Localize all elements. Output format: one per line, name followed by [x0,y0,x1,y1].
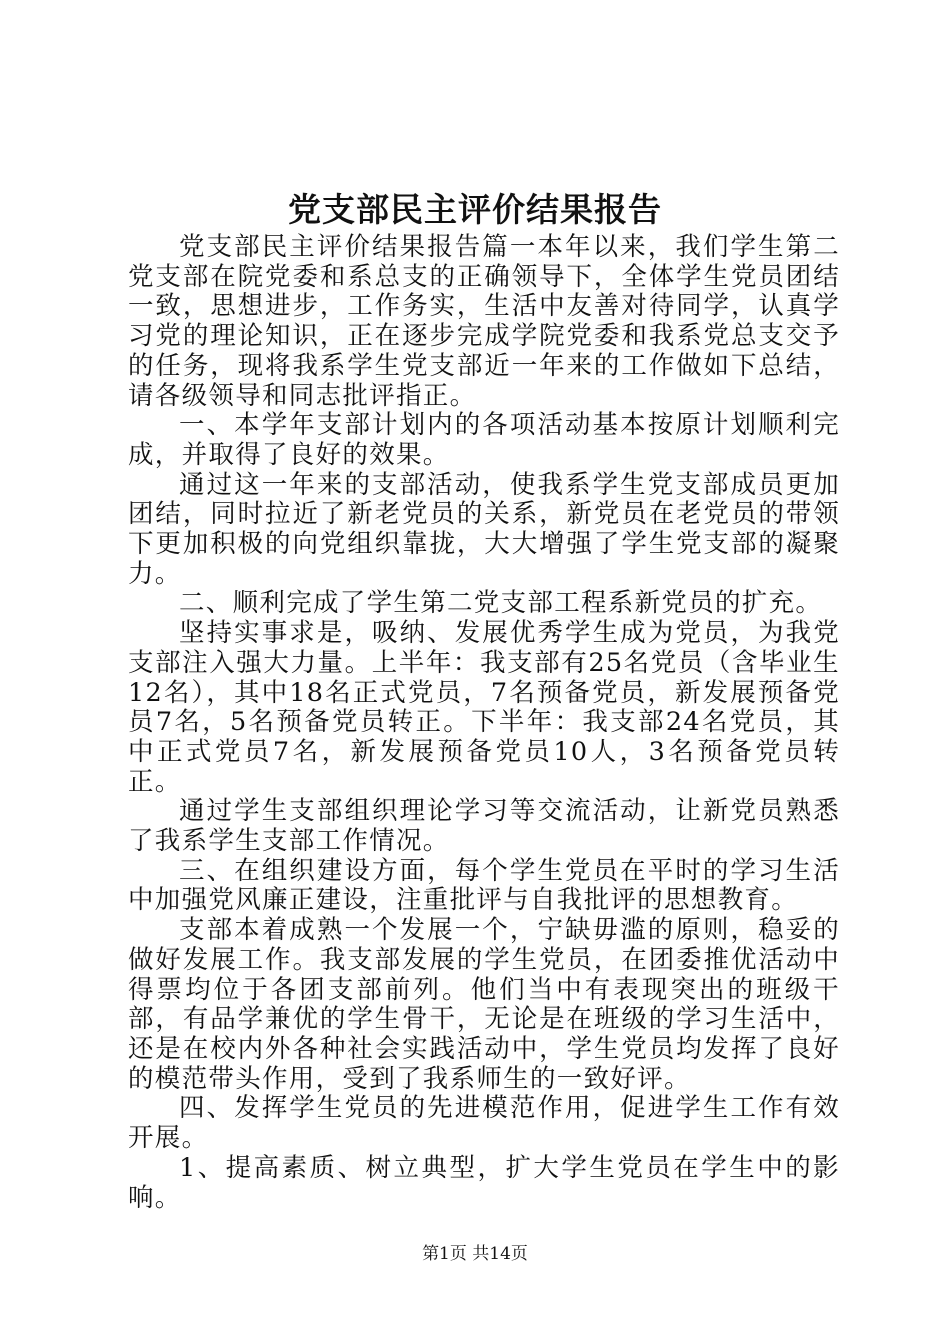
paragraph-section-three-heading: 三、在组织建设方面，每个学生党员在平时的学习生活中加强党风廉正建设，注重批评与自我批评的思想教育。 [128,855,840,916]
paragraph-section-two-body: 坚持实事求是，吸纳、发展优秀学生成为党员，为我党支部注入强大力量。上半年：我支部有25名党员（含毕业生12名），其中18名正式党员，7名预备党员，新发展预备党员7名，5名预备党员转正。下半年：我支部24名党员，其中正式党员7名，新发展预备党员10人，3名预备党员转正。 [128,618,840,797]
page-footer: 第1页 共14页 [422,1244,528,1264]
paragraph-section-one-body: 通过这一年来的支部活动，使我系学生党支部成员更加团结，同时拉近了新老党员的关系，新党员在老党员的带领下更加积极的向党组织靠拢，大大增强了学生党支部的凝聚力。 [128,469,840,589]
document-body [128,233,840,1213]
paragraph-section-three-body: 支部本着成熟一个发展一个，宁缺毋滥的原则，稳妥的做好发展工作。我支部发展的学生党员，在团委推优活动中得票均位于各团支部前列。他们当中有表现突出的班级干部，有品学兼优的学生骨干，无论是在班级的学习生活中，还是在校内外各种社会实践活动中，学生党员均发挥了良好的模范带头作用，受到了我系师生的一致好评。 [128,915,840,1094]
paragraph-section-four-heading: 四、发挥学生党员的先进模范作用，促进学生工作有效开展。 [128,1093,840,1154]
paragraph-section-two-heading: 二、顺利完成了学生第二党支部工程系新党员的扩充。 [179,588,823,619]
paragraph-section-four-item-one: 1、提高素质、树立典型，扩大学生党员在学生中的影响。 [128,1152,840,1213]
document-title: 党支部民主评价结果报告 [288,190,662,229]
paragraph-section-one-heading: 一、本学年支部计划内的各项活动基本按原计划顺利完成，并取得了良好的效果。 [128,410,840,470]
paragraph-intro: 党支部民主评价结果报告篇一本年以来，我们学生第二党支部在院党委和系总支的正确领导下，全体学生党员团结一致，思想进步，工作务实，生活中友善对待同学，认真学习党的理论知识，正在逐步完成学院党委和我系党总支交予的任务，现将我系学生党支部近一年来的工作做如下总结，请各级领导和同志批评指正。 [128,232,840,411]
paragraph-section-two-note: 通过学生支部组织理论学习等交流活动，让新党员熟悉了我系学生支部工作情况。 [128,796,840,857]
